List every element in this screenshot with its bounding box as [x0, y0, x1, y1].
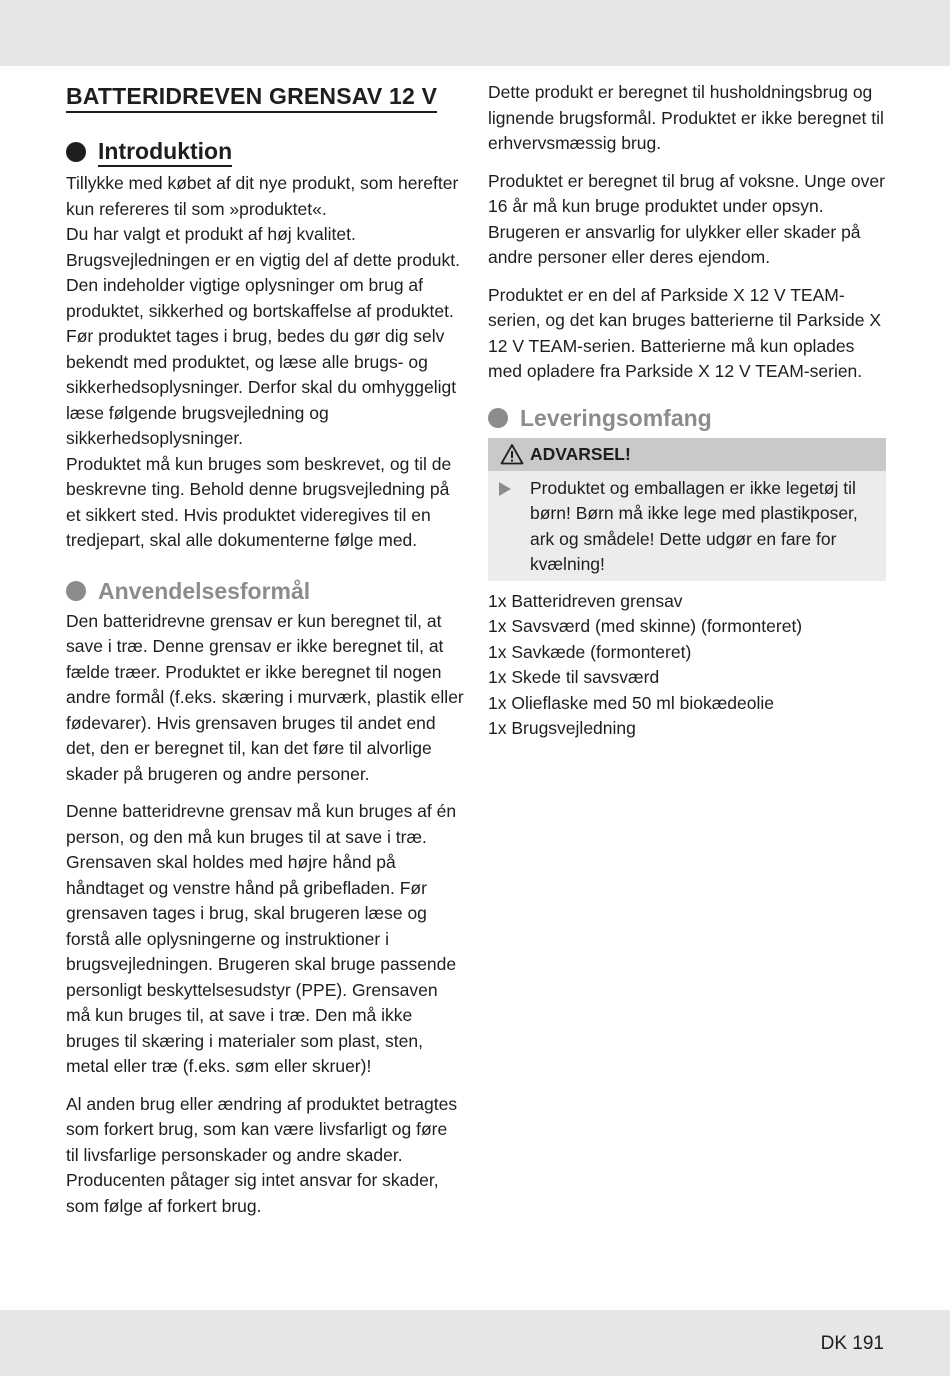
introduction-title: Introduktion [98, 137, 232, 167]
warning-title: ADVARSEL! [530, 443, 631, 464]
delivery-heading [488, 405, 886, 432]
purpose-paragraph: Denne batteridrevne grensav må kun bruges af én person, og den må kun bruges til at save i træ. Grensaven skal holdes med højre hånd på håndtaget og venstre hånd på gribefladen. Før grensaven tages i brug, skal brugeren læse og forstå alle oplysningerne og instruktioner i brugsvejledningen. Brugeren skal bruge passende personligt beskyttelsesudstyr (PPE). Grensaven må kun bruges til, at save i træ. Den må ikke bruges til skæring i materialer som plast, sten, metal eller træ (f.eks. søm eller skruer)! [66, 801, 457, 1076]
top-band [0, 0, 950, 66]
intro-paragraph: Tillykke med købet af dit nye produkt, som herefter kun refereres til som »produktet«. [66, 173, 459, 219]
warning-box [488, 438, 886, 581]
document-title: BATTERIDREVEN GRENSAV 12 V [66, 83, 437, 113]
warning-triangle-icon [500, 443, 524, 465]
purpose-heading [66, 578, 464, 605]
list-item: 1x Brugsvejledning [488, 718, 636, 738]
bullet-icon [66, 142, 86, 162]
bullet-icon [66, 581, 86, 601]
list-item: 1x Olieflaske med 50 ml biokædeolie [488, 692, 774, 713]
purpose-paragraph: Den batteridrevne grensav er kun beregnet til, at save i træ. Denne grensav er ikke beregnet til, at fælde træer. Produktet er ikke beregnet til nogen andre formål (f.eks. skæring i murværk, plastik eller fødevarer). Hvis grensaven bruges til andet end det, den er beregnet til, kan det føre til alvorlige skader på brugeren og andre personer. [66, 610, 464, 784]
purpose-paragraph: Produktet er beregnet til brug af voksne. Unge over 16 år må kun bruge produktet under opsyn. Brugeren er ansvarlig for ulykker eller skader på andre personer eller deres ejendom. [488, 170, 885, 267]
list-item: 1x Savkæde (formonteret) [488, 641, 692, 662]
list-item: 1x Skede til savsværd [488, 667, 660, 687]
purpose-paragraph: Al anden brug eller ændring af produktet betragtes som forkert brug, som kan være livsfarligt og føre til livsfarlige personskader og andre skader. Producenten påtager sig intet ansvar for skader, som følge af forkert brug. [66, 1093, 458, 1216]
introduction-heading [66, 137, 464, 167]
bullet-icon [488, 408, 508, 428]
purpose-paragraph: Produktet er en del af Parkside X 12 V TEAM-serien, og det kan bruges batterierne til Parkside X 12 V TEAM-serien. Batterierne må kun oplades med opladere fra Parkside X 12 V TEAM-serien. [488, 284, 881, 381]
intro-paragraph: Du har valgt et produkt af høj kvalitet. Brugsvejledningen er en vigtig del af dette produkt. Den indeholder vigtige oplysninger om brug af produktet, sikkerhed og bortskaffelse af produktet. Før produktet tages i brug, bedes du gør dig selv bekendt med produktet, og læse alle brugs- og sikkerhedsoplysninger. Derfor skal du omhyggeligt læse følgende brugsvejledning og sikkerhedsoplysninger. [66, 224, 461, 448]
warning-text: Produktet og emballagen er ikke legetøj til børn! Børn må ikke lege med plastikposer, ark og smådele! Dette udgør en fare for kvælning! [530, 477, 858, 574]
list-item: 1x Batteridreven grensav [488, 590, 683, 611]
list-item: 1x Savsværd (med skinne) (formonteret) [488, 616, 803, 636]
play-arrow-icon [498, 481, 512, 497]
warning-header [488, 438, 886, 471]
delivery-title: Leveringsomfang [520, 404, 712, 431]
bottom-band [0, 1310, 950, 1376]
left-column [66, 80, 464, 1219]
purpose-title: Anvendelsesformål [98, 577, 311, 604]
right-column [488, 80, 886, 742]
page-number: DK 191 [820, 1333, 884, 1354]
warning-item [488, 471, 886, 578]
purpose-paragraph: Dette produkt er beregnet til husholdningsbrug og lignende brugsformål. Produktet er ikke beregnet til erhvervsmæssig brug. [488, 82, 884, 153]
intro-paragraph: Produktet må kun bruges som beskrevet, og til de beskrevne ting. Behold denne brugsvejledning på et sikkert sted. Hvis produktet videregives til en tredjepart, skal alle dokumenterne følge med. [66, 453, 452, 550]
delivery-list [488, 589, 886, 742]
